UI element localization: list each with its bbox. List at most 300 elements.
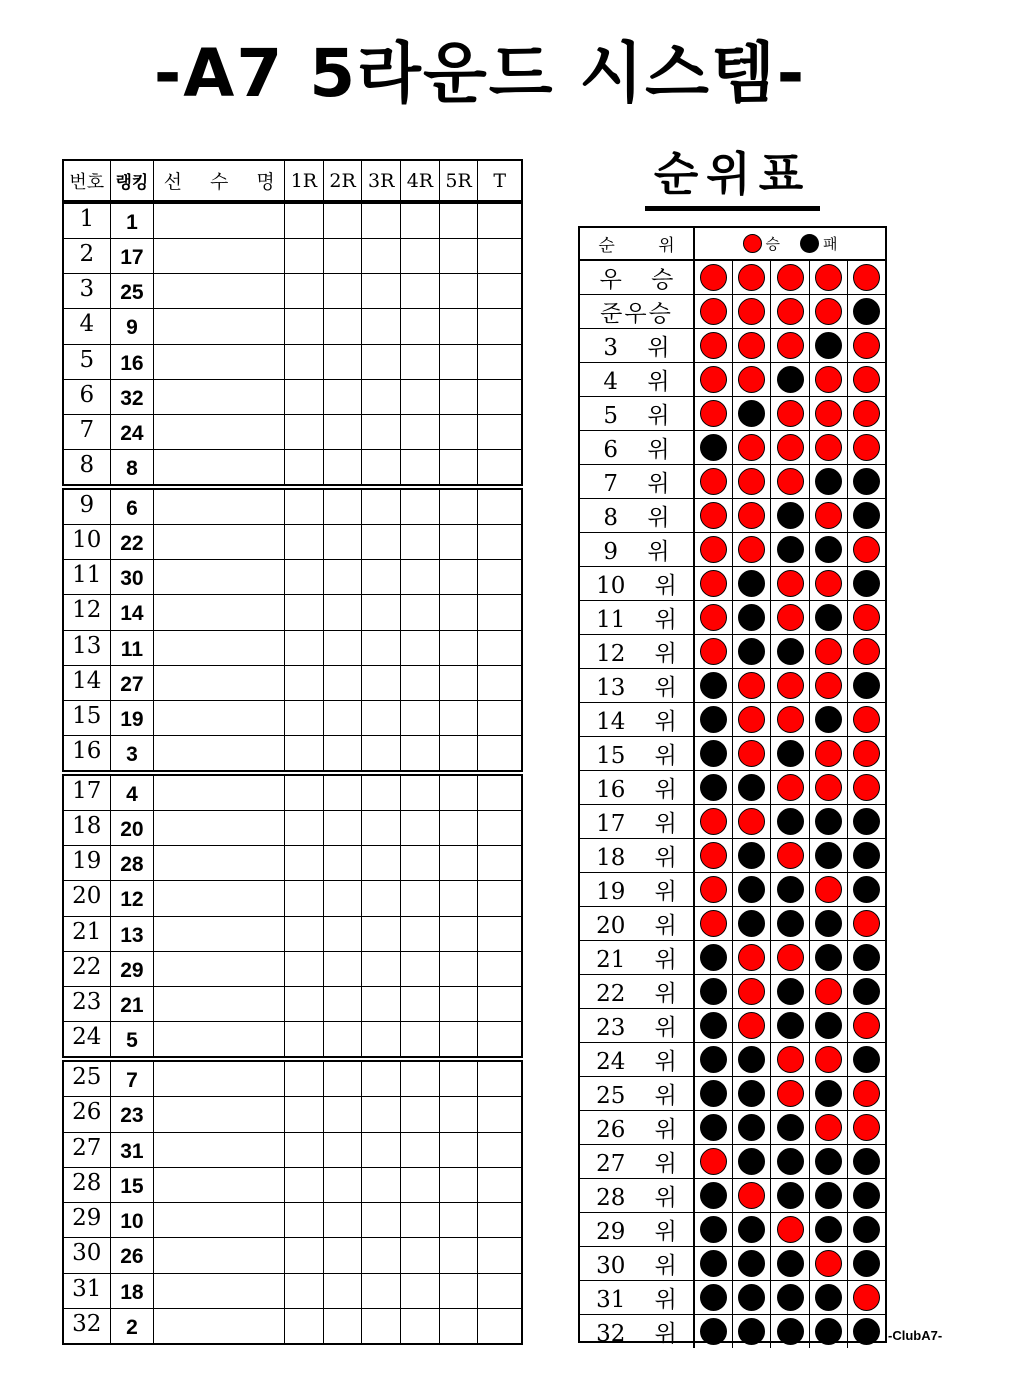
round-5-cell[interactable] xyxy=(440,1203,479,1237)
round-4-cell[interactable] xyxy=(401,450,440,484)
player-name-cell[interactable] xyxy=(154,490,285,524)
round-4-cell[interactable] xyxy=(401,345,440,379)
round-2-cell[interactable] xyxy=(324,811,363,845)
round-3-cell[interactable] xyxy=(362,380,401,414)
round-2-cell[interactable] xyxy=(324,1022,363,1056)
round-1-cell[interactable] xyxy=(285,309,324,343)
table-row xyxy=(64,380,521,415)
player-ranking: 29 xyxy=(111,952,155,986)
round-4-cell[interactable] xyxy=(401,846,440,880)
round-2-cell[interactable] xyxy=(324,415,363,449)
win-dot-icon xyxy=(777,1046,804,1073)
total-cell[interactable] xyxy=(478,1274,521,1308)
round-5-cell[interactable] xyxy=(440,415,479,449)
round-2-cell[interactable] xyxy=(324,917,363,951)
round-2-result xyxy=(733,329,771,362)
round-4-cell[interactable] xyxy=(401,1203,440,1237)
table-row xyxy=(64,811,521,846)
player-number: 8 xyxy=(64,450,111,484)
total-cell[interactable] xyxy=(478,952,521,986)
win-dot-icon xyxy=(777,774,804,801)
round-1-cell[interactable] xyxy=(285,701,324,735)
round-3-cell[interactable] xyxy=(362,1133,401,1167)
player-name-cell[interactable] xyxy=(154,701,285,735)
round-3-cell[interactable] xyxy=(362,1274,401,1308)
round-5-cell[interactable] xyxy=(440,846,479,880)
round-4-cell[interactable] xyxy=(401,309,440,343)
player-name-cell[interactable] xyxy=(154,846,285,880)
player-name-cell[interactable] xyxy=(154,1168,285,1202)
round-1-cell[interactable] xyxy=(285,1168,324,1202)
round-2-cell[interactable] xyxy=(324,846,363,880)
round-2-cell[interactable] xyxy=(324,666,363,700)
loss-dot-icon xyxy=(738,570,765,597)
player-name-cell[interactable] xyxy=(154,1238,285,1272)
total-cell[interactable] xyxy=(478,595,521,629)
round-3-cell[interactable] xyxy=(362,846,401,880)
round-1-cell[interactable] xyxy=(285,204,324,238)
player-name-cell[interactable] xyxy=(154,415,285,449)
total-cell[interactable] xyxy=(478,415,521,449)
round-1-cell[interactable] xyxy=(285,274,324,308)
round-3-cell[interactable] xyxy=(362,450,401,484)
rank-label-text: 11 위 xyxy=(596,607,677,633)
round-1-cell[interactable] xyxy=(285,952,324,986)
total-cell[interactable] xyxy=(478,1097,521,1131)
round-4-cell[interactable] xyxy=(401,595,440,629)
total-cell[interactable] xyxy=(478,987,521,1021)
round-4-cell[interactable] xyxy=(401,380,440,414)
player-name-cell[interactable] xyxy=(154,380,285,414)
round-5-cell[interactable] xyxy=(440,450,479,484)
round-3-cell[interactable] xyxy=(362,701,401,735)
round-2-cell[interactable] xyxy=(324,1274,363,1308)
player-number: 31 xyxy=(64,1274,111,1308)
round-3-cell[interactable] xyxy=(362,1238,401,1272)
round-4-cell[interactable] xyxy=(401,1238,440,1272)
round-4-cell[interactable] xyxy=(401,415,440,449)
round-3-cell[interactable] xyxy=(362,736,401,770)
win-dot-icon xyxy=(853,366,880,393)
round-3-result xyxy=(771,703,809,736)
round-5-cell[interactable] xyxy=(440,987,479,1021)
player-name-cell[interactable] xyxy=(154,917,285,951)
round-2-cell[interactable] xyxy=(324,345,363,379)
round-1-cell[interactable] xyxy=(285,811,324,845)
round-5-cell[interactable] xyxy=(440,1062,479,1096)
loss-dot-icon xyxy=(700,1114,727,1141)
round-1-cell[interactable] xyxy=(285,666,324,700)
ranking-row xyxy=(580,737,885,771)
rank-label xyxy=(580,601,695,634)
round-1-result xyxy=(695,601,733,634)
round-1-result xyxy=(695,1247,733,1280)
total-cell[interactable] xyxy=(478,204,521,238)
round-2-cell[interactable] xyxy=(324,776,363,810)
round-5-cell[interactable] xyxy=(440,525,479,559)
loss-dot-icon xyxy=(853,1318,880,1345)
round-2-cell[interactable] xyxy=(324,1238,363,1272)
total-cell[interactable] xyxy=(478,701,521,735)
player-name-cell[interactable] xyxy=(154,666,285,700)
round-1-cell[interactable] xyxy=(285,525,324,559)
win-dot-icon xyxy=(815,400,842,427)
round-2-cell[interactable] xyxy=(324,736,363,770)
round-3-result xyxy=(771,1111,809,1144)
round-2-cell[interactable] xyxy=(324,1133,363,1167)
round-5-cell[interactable] xyxy=(440,274,479,308)
round-4-cell[interactable] xyxy=(401,204,440,238)
total-cell[interactable] xyxy=(478,1203,521,1237)
header-total: T xyxy=(493,169,507,192)
round-4-cell[interactable] xyxy=(401,1274,440,1308)
round-2-cell[interactable] xyxy=(324,987,363,1021)
round-5-cell[interactable] xyxy=(440,1133,479,1167)
round-5-cell[interactable] xyxy=(440,917,479,951)
player-name-cell[interactable] xyxy=(154,239,285,273)
round-3-result xyxy=(771,771,809,804)
round-2-cell[interactable] xyxy=(324,380,363,414)
total-cell[interactable] xyxy=(478,450,521,484)
round-5-result xyxy=(848,329,885,362)
table-row xyxy=(64,415,521,450)
round-4-cell[interactable] xyxy=(401,490,440,524)
round-2-cell[interactable] xyxy=(324,881,363,915)
round-5-cell[interactable] xyxy=(440,736,479,770)
round-4-result xyxy=(810,1009,848,1042)
round-3-cell[interactable] xyxy=(362,881,401,915)
round-1-cell[interactable] xyxy=(285,239,324,273)
total-cell[interactable] xyxy=(478,811,521,845)
round-4-cell[interactable] xyxy=(401,881,440,915)
round-2-cell[interactable] xyxy=(324,490,363,524)
rank-label-text: 30 위 xyxy=(596,1253,677,1279)
round-3-cell[interactable] xyxy=(362,1203,401,1237)
loss-dot-icon xyxy=(700,1080,727,1107)
round-3-result xyxy=(771,907,809,940)
round-5-cell[interactable] xyxy=(440,380,479,414)
total-cell[interactable] xyxy=(478,631,521,665)
round-3-cell[interactable] xyxy=(362,1309,401,1343)
round-5-cell[interactable] xyxy=(440,1274,479,1308)
round-4-result xyxy=(810,669,848,702)
round-2-cell[interactable] xyxy=(324,1168,363,1202)
total-cell[interactable] xyxy=(478,881,521,915)
ranking-row xyxy=(580,601,885,635)
round-3-cell[interactable] xyxy=(362,490,401,524)
win-dot-icon xyxy=(738,978,765,1005)
round-5-cell[interactable] xyxy=(440,1238,479,1272)
round-5-cell[interactable] xyxy=(440,1022,479,1056)
round-4-cell[interactable] xyxy=(401,776,440,810)
player-name-cell[interactable] xyxy=(154,952,285,986)
round-4-cell[interactable] xyxy=(401,1168,440,1202)
total-cell[interactable] xyxy=(478,1168,521,1202)
player-name-cell[interactable] xyxy=(154,1062,285,1096)
round-1-cell[interactable] xyxy=(285,917,324,951)
round-5-result xyxy=(848,533,885,566)
round-4-result xyxy=(810,363,848,396)
player-number: 14 xyxy=(64,666,111,700)
round-5-cell[interactable] xyxy=(440,1097,479,1131)
total-cell[interactable] xyxy=(478,846,521,880)
round-3-cell[interactable] xyxy=(362,776,401,810)
round-3-cell[interactable] xyxy=(362,987,401,1021)
round-1-cell[interactable] xyxy=(285,1238,324,1272)
round-2-cell[interactable] xyxy=(324,204,363,238)
total-cell[interactable] xyxy=(478,274,521,308)
round-1-cell[interactable] xyxy=(285,415,324,449)
round-3-cell[interactable] xyxy=(362,917,401,951)
player-name-cell[interactable] xyxy=(154,631,285,665)
round-3-cell[interactable] xyxy=(362,1168,401,1202)
round-1-cell[interactable] xyxy=(285,736,324,770)
round-1-cell[interactable] xyxy=(285,1097,324,1131)
round-5-cell[interactable] xyxy=(440,776,479,810)
player-ranking: 1 xyxy=(111,204,155,238)
round-3-cell[interactable] xyxy=(362,952,401,986)
round-1-cell[interactable] xyxy=(285,1203,324,1237)
player-name-cell[interactable] xyxy=(154,345,285,379)
total-cell[interactable] xyxy=(478,239,521,273)
player-name-cell[interactable] xyxy=(154,1133,285,1167)
round-5-cell[interactable] xyxy=(440,1168,479,1202)
round-4-cell[interactable] xyxy=(401,736,440,770)
total-cell[interactable] xyxy=(478,776,521,810)
win-dot-icon xyxy=(777,1216,804,1243)
round-2-result xyxy=(733,1043,771,1076)
round-4-cell[interactable] xyxy=(401,1062,440,1096)
win-dot-icon xyxy=(738,672,765,699)
round-4-cell[interactable] xyxy=(401,1022,440,1056)
round-2-cell[interactable] xyxy=(324,1097,363,1131)
round-2-cell[interactable] xyxy=(324,952,363,986)
round-4-result xyxy=(810,397,848,430)
round-1-cell[interactable] xyxy=(285,1274,324,1308)
round-4-result xyxy=(810,941,848,974)
player-name-cell[interactable] xyxy=(154,881,285,915)
round-1-cell[interactable] xyxy=(285,776,324,810)
round-5-cell[interactable] xyxy=(440,560,479,594)
player-name-cell[interactable] xyxy=(154,987,285,1021)
round-1-cell[interactable] xyxy=(285,345,324,379)
round-5-cell[interactable] xyxy=(440,309,479,343)
loss-dot-icon xyxy=(777,502,804,529)
total-cell[interactable] xyxy=(478,1062,521,1096)
round-2-result xyxy=(733,941,771,974)
ranking-table-title: 순위표 xyxy=(653,147,812,201)
total-cell[interactable] xyxy=(478,560,521,594)
round-3-cell[interactable] xyxy=(362,204,401,238)
loss-dot-icon xyxy=(815,1148,842,1175)
round-4-result xyxy=(810,1213,848,1246)
player-number: 17 xyxy=(64,776,111,810)
round-4-cell[interactable] xyxy=(401,917,440,951)
round-3-cell[interactable] xyxy=(362,631,401,665)
player-name-cell[interactable] xyxy=(154,776,285,810)
round-2-cell[interactable] xyxy=(324,525,363,559)
round-3-cell[interactable] xyxy=(362,1062,401,1096)
round-2-cell[interactable] xyxy=(324,1309,363,1343)
player-name-cell[interactable] xyxy=(154,450,285,484)
round-1-cell[interactable] xyxy=(285,631,324,665)
round-2-result xyxy=(733,499,771,532)
player-name-cell[interactable] xyxy=(154,1022,285,1056)
round-5-result xyxy=(848,1247,885,1280)
round-4-cell[interactable] xyxy=(401,701,440,735)
total-cell[interactable] xyxy=(478,490,521,524)
round-1-cell[interactable] xyxy=(285,881,324,915)
ranking-row xyxy=(580,805,885,839)
rank-label-text: 23 위 xyxy=(596,1015,677,1041)
round-4-cell[interactable] xyxy=(401,1309,440,1343)
table-row xyxy=(64,987,521,1022)
round-2-cell[interactable] xyxy=(324,274,363,308)
round-1-cell[interactable] xyxy=(285,1062,324,1096)
round-2-cell[interactable] xyxy=(324,595,363,629)
win-dot-icon xyxy=(815,570,842,597)
player-ranking: 5 xyxy=(111,1022,155,1056)
round-3-result xyxy=(771,397,809,430)
rank-label xyxy=(580,975,695,1008)
round-3-cell[interactable] xyxy=(362,560,401,594)
player-name-cell[interactable] xyxy=(154,274,285,308)
round-5-cell[interactable] xyxy=(440,631,479,665)
win-dot-icon xyxy=(815,1114,842,1141)
round-1-cell[interactable] xyxy=(285,450,324,484)
player-name-cell[interactable] xyxy=(154,525,285,559)
round-2-cell[interactable] xyxy=(324,631,363,665)
round-5-cell[interactable] xyxy=(440,811,479,845)
round-2-cell[interactable] xyxy=(324,450,363,484)
round-1-cell[interactable] xyxy=(285,846,324,880)
round-1-result xyxy=(695,669,733,702)
round-3-result xyxy=(771,1009,809,1042)
player-name-cell[interactable] xyxy=(154,204,285,238)
round-5-cell[interactable] xyxy=(440,490,479,524)
player-name-cell[interactable] xyxy=(154,1097,285,1131)
win-dot-icon xyxy=(815,434,842,461)
round-2-cell[interactable] xyxy=(324,1062,363,1096)
win-dot-icon xyxy=(738,944,765,971)
round-4-cell[interactable] xyxy=(401,239,440,273)
table-row xyxy=(64,560,521,595)
round-1-cell[interactable] xyxy=(285,987,324,1021)
round-5-cell[interactable] xyxy=(440,595,479,629)
player-ranking: 26 xyxy=(111,1238,155,1272)
round-2-cell[interactable] xyxy=(324,560,363,594)
total-cell[interactable] xyxy=(478,917,521,951)
round-3-cell[interactable] xyxy=(362,666,401,700)
round-2-cell[interactable] xyxy=(324,239,363,273)
round-4-cell[interactable] xyxy=(401,1097,440,1131)
round-1-result xyxy=(695,975,733,1008)
total-cell[interactable] xyxy=(478,1238,521,1272)
round-4-cell[interactable] xyxy=(401,987,440,1021)
round-1-cell[interactable] xyxy=(285,1022,324,1056)
round-2-result xyxy=(733,431,771,464)
round-4-cell[interactable] xyxy=(401,274,440,308)
total-cell[interactable] xyxy=(478,736,521,770)
player-name-cell[interactable] xyxy=(154,560,285,594)
total-cell[interactable] xyxy=(478,345,521,379)
rank-label xyxy=(580,805,695,838)
player-name-cell[interactable] xyxy=(154,595,285,629)
ranking-row xyxy=(580,703,885,737)
player-name-cell[interactable] xyxy=(154,1309,285,1343)
round-3-cell[interactable] xyxy=(362,595,401,629)
total-cell[interactable] xyxy=(478,1309,521,1343)
round-3-cell[interactable] xyxy=(362,309,401,343)
round-2-cell[interactable] xyxy=(324,309,363,343)
round-5-cell[interactable] xyxy=(440,666,479,700)
round-5-cell[interactable] xyxy=(440,239,479,273)
round-3-cell[interactable] xyxy=(362,1022,401,1056)
rank-label-text: 10 위 xyxy=(596,573,677,599)
round-2-cell[interactable] xyxy=(324,1203,363,1237)
round-3-cell[interactable] xyxy=(362,525,401,559)
round-5-cell[interactable] xyxy=(440,345,479,379)
round-5-cell[interactable] xyxy=(440,881,479,915)
round-3-cell[interactable] xyxy=(362,239,401,273)
player-name-cell[interactable] xyxy=(154,811,285,845)
round-1-cell[interactable] xyxy=(285,490,324,524)
round-1-cell[interactable] xyxy=(285,1309,324,1343)
round-4-result xyxy=(810,771,848,804)
total-cell[interactable] xyxy=(478,1133,521,1167)
total-cell[interactable] xyxy=(478,380,521,414)
round-1-cell[interactable] xyxy=(285,380,324,414)
total-cell[interactable] xyxy=(478,1022,521,1056)
round-4-cell[interactable] xyxy=(401,811,440,845)
round-5-cell[interactable] xyxy=(440,701,479,735)
round-3-cell[interactable] xyxy=(362,415,401,449)
round-4-cell[interactable] xyxy=(401,1133,440,1167)
round-3-cell[interactable] xyxy=(362,345,401,379)
win-dot-icon xyxy=(853,1284,880,1311)
round-3-cell[interactable] xyxy=(362,274,401,308)
round-2-result xyxy=(733,1145,771,1178)
round-3-cell[interactable] xyxy=(362,1097,401,1131)
round-4-cell[interactable] xyxy=(401,952,440,986)
round-3-cell[interactable] xyxy=(362,811,401,845)
round-2-cell[interactable] xyxy=(324,701,363,735)
round-1-cell[interactable] xyxy=(285,595,324,629)
round-3-result xyxy=(771,1145,809,1178)
round-4-cell[interactable] xyxy=(401,666,440,700)
total-cell[interactable] xyxy=(478,525,521,559)
total-cell[interactable] xyxy=(478,666,521,700)
round-1-cell[interactable] xyxy=(285,1133,324,1167)
round-1-result xyxy=(695,1145,733,1178)
round-5-cell[interactable] xyxy=(440,952,479,986)
table-row xyxy=(64,490,521,525)
player-group-1 xyxy=(62,202,523,486)
player-name-cell[interactable] xyxy=(154,309,285,343)
round-4-cell[interactable] xyxy=(401,525,440,559)
player-number: 13 xyxy=(64,631,111,665)
round-4-cell[interactable] xyxy=(401,631,440,665)
player-name-cell[interactable] xyxy=(154,1203,285,1237)
round-1-cell[interactable] xyxy=(285,560,324,594)
player-name-cell[interactable] xyxy=(154,1274,285,1308)
round-5-cell[interactable] xyxy=(440,204,479,238)
player-name-cell[interactable] xyxy=(154,736,285,770)
round-4-cell[interactable] xyxy=(401,560,440,594)
round-5-cell[interactable] xyxy=(440,1309,479,1343)
total-cell[interactable] xyxy=(478,309,521,343)
ranking-row xyxy=(580,941,885,975)
